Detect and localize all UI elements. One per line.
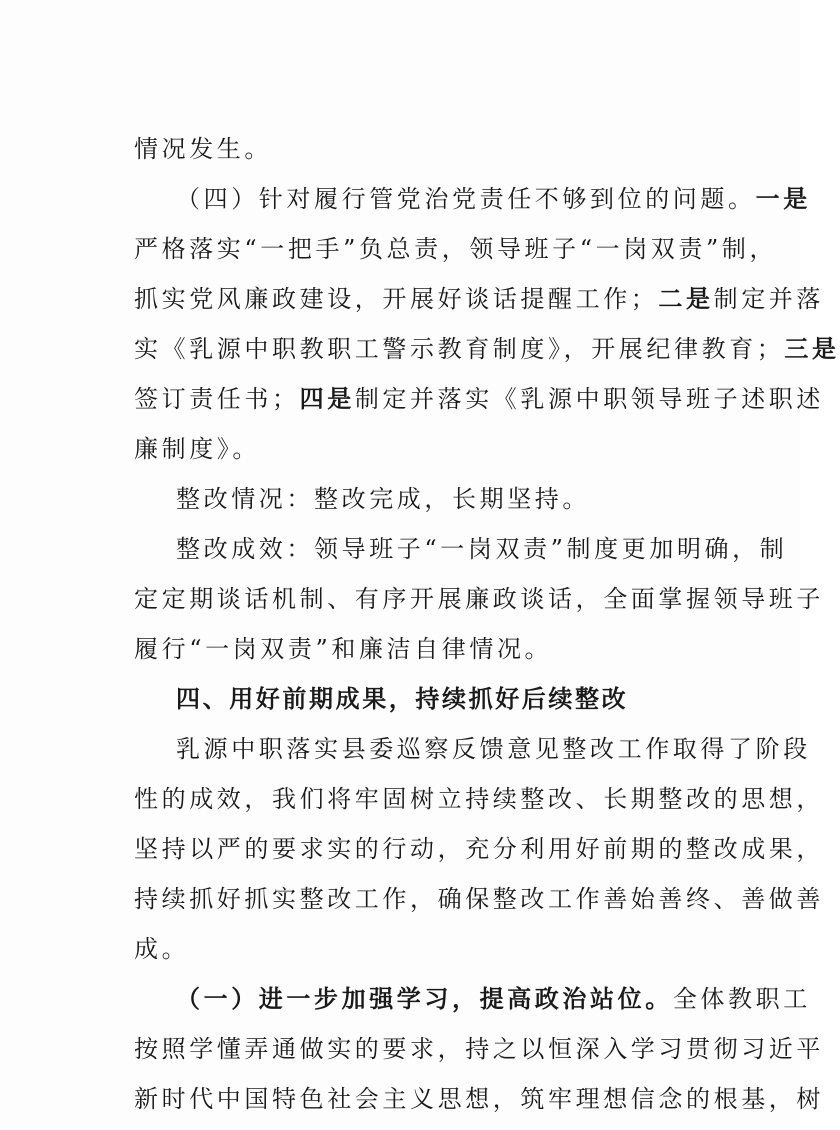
text-line: （一）进一步加强学习，提高政治站位。全体教职工 <box>176 984 811 1013</box>
text-line: 抓实党风廉政建设，开展好谈话提醒工作；二是制定并落 <box>134 284 825 313</box>
text-line: 严格落实“一把手”负总责，领导班子“一岗双责”制， <box>134 235 778 263</box>
text-line: 实《乳源中职教职工警示教育制度》，开展纪律教育；三是 <box>134 334 840 363</box>
text-line: 廉制度》。 <box>134 435 260 463</box>
text-line: 持续抓好抓实整改工作，确保整改工作善始善终、善做善 <box>134 885 824 913</box>
text-line: 新时代中国特色社会主义思想，筑牢理想信念的根基，树 <box>134 1085 824 1113</box>
text-line: 履行“一岗双责”和廉洁自律情况。 <box>134 635 553 663</box>
text-line: 整改成效：领导班子“一岗双责”制度更加明确，制 <box>176 535 788 563</box>
text-line: 按照学懂弄通做实的要求，持之以恒深入学习贯彻习近平 <box>134 1035 824 1063</box>
text-line: 乳源中职落实县委巡察反馈意见整改工作取得了阶段 <box>176 735 811 763</box>
text-line: 成。 <box>134 935 190 963</box>
text-line: 情况发生。 <box>134 135 272 163</box>
text-line: 坚持以严的要求实的行动，充分利用好前期的整改成果， <box>134 835 824 863</box>
section-heading: 四、用好前期成果，持续抓好后续整改 <box>176 685 629 713</box>
text-line: 整改情况：整改完成，长期坚持。 <box>176 485 590 513</box>
text-line: 性的成效，我们将牢固树立持续整改、长期整改的思想， <box>134 785 824 813</box>
text-line: 定定期谈话机制、有序开展廉政谈话，全面掌握领导班子 <box>134 585 824 613</box>
text-line: 签订责任书；四是制定并落实《乳源中职领导班子述职述 <box>134 384 825 413</box>
text-line: （四）针对履行管党治党责任不够到位的问题。一是 <box>176 184 811 213</box>
